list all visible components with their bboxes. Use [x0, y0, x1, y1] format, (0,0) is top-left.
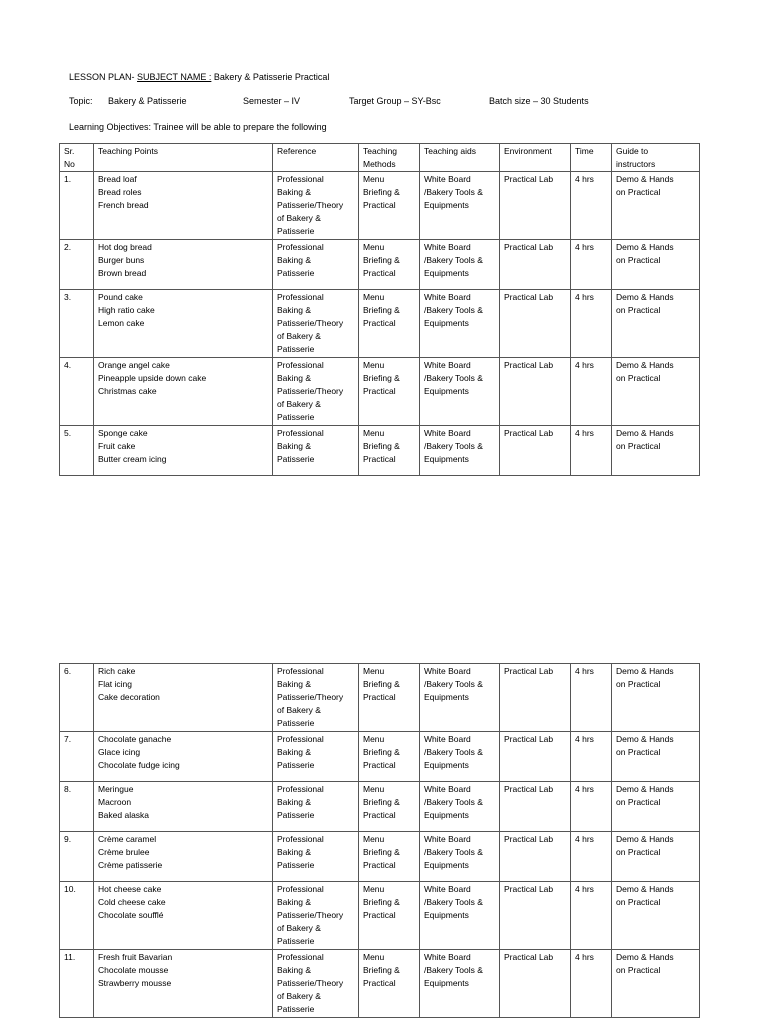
teaching-point-line: Crème caramel: [98, 834, 157, 844]
guide-line: Demo & Hands: [616, 292, 674, 302]
aid-line: /Bakery Tools &: [424, 255, 483, 265]
environment-cell: Practical Lab: [500, 832, 571, 882]
guide-line: on Practical: [616, 679, 661, 689]
method-line: Briefing &: [363, 847, 400, 857]
target-group: Target Group – SY-Bsc: [349, 96, 441, 106]
aid-line: /Bakery Tools &: [424, 679, 483, 689]
teaching-aids-cell: [420, 240, 500, 290]
header-sr-no: [60, 144, 94, 172]
environment-cell: Practical Lab: [500, 240, 571, 290]
teaching-methods-cell: [359, 950, 420, 1018]
guide-line: on Practical: [616, 747, 661, 757]
reference-line: Patisserie: [277, 1004, 315, 1014]
aid-line: Equipments: [424, 978, 469, 988]
method-line: Menu: [363, 242, 385, 252]
aid-line: White Board: [424, 884, 471, 894]
guide-line: Demo & Hands: [616, 884, 674, 894]
reference-line: Baking &: [277, 747, 312, 757]
reference-line: of Bakery &: [277, 213, 321, 223]
method-line: Practical: [363, 200, 396, 210]
guide-line: Demo & Hands: [616, 174, 674, 184]
guide-line: on Practical: [616, 797, 661, 807]
method-line: Briefing &: [363, 747, 400, 757]
table-row: [60, 426, 700, 476]
teaching-point-line: Hot cheese cake: [98, 884, 162, 894]
semester: Semester – IV: [243, 96, 301, 106]
header-line: Time: [575, 146, 594, 156]
reference-line: Patisserie: [277, 860, 315, 870]
reference-line: Patisserie: [277, 810, 315, 820]
sr-no-cell: 7.: [60, 732, 94, 782]
sr-no-cell: 4.: [60, 358, 94, 426]
teaching-point-line: Hot dog bread: [98, 242, 152, 252]
table-row: [60, 358, 700, 426]
table-row: [60, 882, 700, 950]
teaching-point-line: Burger buns: [98, 255, 145, 265]
reference-line: Patisserie: [277, 760, 315, 770]
aid-line: /Bakery Tools &: [424, 847, 483, 857]
teaching-points-cell: [94, 832, 273, 882]
method-line: Practical: [363, 760, 396, 770]
time-cell: 4 hrs: [571, 782, 612, 832]
aid-line: /Bakery Tools &: [424, 965, 483, 975]
teaching-point-line: Macroon: [98, 797, 132, 807]
learning-objectives: Learning Objectives: Trainee will be able to prepare the following: [69, 122, 327, 132]
reference-cell: [273, 782, 359, 832]
teaching-point-line: Pineapple upside down cake: [98, 373, 207, 383]
teaching-methods-cell: [359, 882, 420, 950]
teaching-point-line: Chocolate ganache: [98, 734, 172, 744]
header-line: Reference: [277, 146, 317, 156]
header-line: Environment: [504, 146, 552, 156]
aid-line: Equipments: [424, 268, 469, 278]
reference-line: Patisserie/Theory: [277, 200, 344, 210]
reference-line: Baking &: [277, 373, 312, 383]
teaching-points-cell: [94, 240, 273, 290]
lesson-table-page2: [59, 663, 700, 1018]
guide-cell: [612, 782, 700, 832]
teaching-points-cell: [94, 426, 273, 476]
guide-line: Demo & Hands: [616, 428, 674, 438]
guide-cell: [612, 358, 700, 426]
method-line: Practical: [363, 910, 396, 920]
reference-line: Patisserie/Theory: [277, 910, 344, 920]
aid-line: White Board: [424, 174, 471, 184]
guide-cell: [612, 882, 700, 950]
subject-value: Bakery & Patisserie Practical: [211, 72, 330, 82]
sr-no-cell: 3.: [60, 290, 94, 358]
aid-line: /Bakery Tools &: [424, 797, 483, 807]
time-cell: 4 hrs: [571, 882, 612, 950]
method-line: Menu: [363, 292, 385, 302]
reference-line: Professional: [277, 666, 324, 676]
header-guide: [612, 144, 700, 172]
topic-line: [69, 96, 689, 108]
reference-line: Patisserie: [277, 454, 315, 464]
aid-line: White Board: [424, 952, 471, 962]
teaching-point-line: Butter cream icing: [98, 454, 167, 464]
reference-line: Professional: [277, 360, 324, 370]
time-cell: 4 hrs: [571, 664, 612, 732]
aid-line: /Bakery Tools &: [424, 305, 483, 315]
header-line: No: [64, 158, 75, 169]
reference-line: Patisserie: [277, 344, 315, 354]
reference-cell: [273, 358, 359, 426]
teaching-aids-cell: [420, 882, 500, 950]
guide-line: on Practical: [616, 441, 661, 451]
guide-cell: [612, 290, 700, 358]
teaching-methods-cell: [359, 426, 420, 476]
method-line: Menu: [363, 174, 385, 184]
teaching-aids-cell: [420, 358, 500, 426]
teaching-point-line: Lemon cake: [98, 318, 145, 328]
environment-cell: Practical Lab: [500, 358, 571, 426]
teaching-point-line: Strawberry mousse: [98, 978, 172, 988]
time-cell: 4 hrs: [571, 240, 612, 290]
reference-cell: [273, 882, 359, 950]
guide-cell: [612, 664, 700, 732]
sr-no-cell: 9.: [60, 832, 94, 882]
lesson-plan-title: [69, 72, 329, 82]
aid-line: Equipments: [424, 860, 469, 870]
method-line: Briefing &: [363, 965, 400, 975]
method-line: Briefing &: [363, 441, 400, 451]
sr-no-cell: 1.: [60, 172, 94, 240]
teaching-point-line: Chocolate soufflé: [98, 910, 164, 920]
sr-no-cell: 8.: [60, 782, 94, 832]
method-line: Menu: [363, 952, 385, 962]
reference-cell: [273, 290, 359, 358]
sr-no-cell: 10.: [60, 882, 94, 950]
header-line: Guide to: [616, 146, 649, 156]
reference-line: of Bakery &: [277, 923, 321, 933]
time-cell: 4 hrs: [571, 732, 612, 782]
table-row: [60, 732, 700, 782]
method-line: Menu: [363, 834, 385, 844]
aid-line: White Board: [424, 242, 471, 252]
title-prefix: LESSON PLAN-: [69, 72, 138, 82]
method-line: Briefing &: [363, 187, 400, 197]
reference-line: Baking &: [277, 847, 312, 857]
environment-cell: Practical Lab: [500, 950, 571, 1018]
reference-line: of Bakery &: [277, 705, 321, 715]
teaching-point-line: Brown bread: [98, 268, 147, 278]
aid-line: White Board: [424, 834, 471, 844]
teaching-point-line: Fruit cake: [98, 441, 136, 451]
guide-line: Demo & Hands: [616, 834, 674, 844]
sr-no-cell: 5.: [60, 426, 94, 476]
teaching-points-cell: [94, 882, 273, 950]
guide-line: Demo & Hands: [616, 734, 674, 744]
teaching-methods-cell: [359, 664, 420, 732]
aid-line: White Board: [424, 292, 471, 302]
teaching-methods-cell: [359, 832, 420, 882]
teaching-methods-cell: [359, 732, 420, 782]
guide-cell: [612, 172, 700, 240]
sr-no-cell: 6.: [60, 664, 94, 732]
aid-line: Equipments: [424, 386, 469, 396]
method-line: Practical: [363, 860, 396, 870]
teaching-point-line: Glace icing: [98, 747, 141, 757]
method-line: Menu: [363, 666, 385, 676]
header-line: Methods: [363, 158, 396, 169]
method-line: Menu: [363, 360, 385, 370]
teaching-methods-cell: [359, 172, 420, 240]
aid-line: White Board: [424, 784, 471, 794]
guide-line: on Practical: [616, 373, 661, 383]
teaching-aids-cell: [420, 732, 500, 782]
reference-line: of Bakery &: [277, 331, 321, 341]
reference-cell: [273, 172, 359, 240]
aid-line: /Bakery Tools &: [424, 897, 483, 907]
method-line: Briefing &: [363, 255, 400, 265]
aid-line: Equipments: [424, 200, 469, 210]
header-reference: [273, 144, 359, 172]
table-row: [60, 290, 700, 358]
guide-line: on Practical: [616, 897, 661, 907]
method-line: Briefing &: [363, 305, 400, 315]
guide-line: Demo & Hands: [616, 952, 674, 962]
topic-value: Bakery & Patisserie: [108, 96, 187, 106]
teaching-aids-cell: [420, 290, 500, 358]
teaching-points-cell: [94, 732, 273, 782]
teaching-point-line: Chocolate mousse: [98, 965, 169, 975]
header-line: Sr.: [64, 146, 75, 156]
reference-line: Professional: [277, 292, 324, 302]
reference-line: Professional: [277, 242, 324, 252]
batch-size: Batch size – 30 Students: [489, 96, 589, 106]
teaching-points-cell: [94, 950, 273, 1018]
table-row: [60, 832, 700, 882]
table-row: [60, 664, 700, 732]
method-line: Practical: [363, 810, 396, 820]
method-line: Practical: [363, 978, 396, 988]
reference-line: of Bakery &: [277, 991, 321, 1001]
environment-cell: Practical Lab: [500, 782, 571, 832]
environment-cell: Practical Lab: [500, 732, 571, 782]
table-row: [60, 782, 700, 832]
guide-line: on Practical: [616, 847, 661, 857]
teaching-point-line: French bread: [98, 200, 149, 210]
reference-line: Professional: [277, 834, 324, 844]
reference-cell: [273, 240, 359, 290]
reference-line: Patisserie: [277, 226, 315, 236]
environment-cell: Practical Lab: [500, 882, 571, 950]
guide-cell: [612, 732, 700, 782]
reference-cell: [273, 832, 359, 882]
guide-line: Demo & Hands: [616, 242, 674, 252]
aid-line: White Board: [424, 734, 471, 744]
guide-line: on Practical: [616, 255, 661, 265]
table-row: [60, 172, 700, 240]
teaching-points-cell: [94, 172, 273, 240]
reference-line: Patisserie: [277, 718, 315, 728]
method-line: Briefing &: [363, 797, 400, 807]
teaching-aids-cell: [420, 950, 500, 1018]
teaching-methods-cell: [359, 358, 420, 426]
header-line: instructors: [616, 158, 656, 169]
method-line: Practical: [363, 454, 396, 464]
reference-line: Patisserie/Theory: [277, 692, 344, 702]
guide-line: on Practical: [616, 187, 661, 197]
guide-line: on Practical: [616, 965, 661, 975]
aid-line: /Bakery Tools &: [424, 373, 483, 383]
teaching-aids-cell: [420, 832, 500, 882]
teaching-point-line: Orange angel cake: [98, 360, 170, 370]
reference-line: Professional: [277, 884, 324, 894]
reference-line: Patisserie: [277, 936, 315, 946]
reference-line: Baking &: [277, 255, 312, 265]
method-line: Briefing &: [363, 373, 400, 383]
reference-line: Patisserie: [277, 268, 315, 278]
reference-line: Professional: [277, 428, 324, 438]
guide-line: on Practical: [616, 305, 661, 315]
method-line: Practical: [363, 318, 396, 328]
aid-line: Equipments: [424, 454, 469, 464]
teaching-aids-cell: [420, 172, 500, 240]
teaching-points-cell: [94, 782, 273, 832]
table-header-row: [60, 144, 700, 172]
header-line: Teaching: [363, 146, 398, 156]
reference-line: Patisserie: [277, 412, 315, 422]
header-time: [571, 144, 612, 172]
teaching-point-line: Sponge cake: [98, 428, 148, 438]
sr-no-cell: 2.: [60, 240, 94, 290]
aid-line: Equipments: [424, 692, 469, 702]
environment-cell: Practical Lab: [500, 664, 571, 732]
teaching-point-line: Bread loaf: [98, 174, 137, 184]
topic-label: Topic:: [69, 96, 93, 106]
aid-line: White Board: [424, 666, 471, 676]
table-row: [60, 240, 700, 290]
aid-line: White Board: [424, 360, 471, 370]
table-row: [60, 950, 700, 1018]
aid-line: Equipments: [424, 910, 469, 920]
environment-cell: Practical Lab: [500, 172, 571, 240]
reference-cell: [273, 426, 359, 476]
time-cell: 4 hrs: [571, 290, 612, 358]
teaching-point-line: Cold cheese cake: [98, 897, 166, 907]
reference-cell: [273, 732, 359, 782]
header-line: Teaching aids: [424, 146, 476, 156]
reference-line: Baking &: [277, 897, 312, 907]
guide-cell: [612, 426, 700, 476]
time-cell: 4 hrs: [571, 950, 612, 1018]
reference-line: Baking &: [277, 965, 312, 975]
method-line: Menu: [363, 734, 385, 744]
teaching-point-line: Pound cake: [98, 292, 143, 302]
reference-line: Baking &: [277, 305, 312, 315]
reference-line: of Bakery &: [277, 399, 321, 409]
aid-line: /Bakery Tools &: [424, 187, 483, 197]
time-cell: 4 hrs: [571, 358, 612, 426]
teaching-aids-cell: [420, 426, 500, 476]
method-line: Practical: [363, 692, 396, 702]
teaching-point-line: Crème brulee: [98, 847, 150, 857]
header-environment: [500, 144, 571, 172]
reference-cell: [273, 664, 359, 732]
lesson-table-page1: [59, 143, 700, 476]
teaching-point-line: Crème patisserie: [98, 860, 163, 870]
aid-line: Equipments: [424, 318, 469, 328]
reference-line: Professional: [277, 952, 324, 962]
method-line: Practical: [363, 386, 396, 396]
method-line: Practical: [363, 268, 396, 278]
teaching-point-line: Chocolate fudge icing: [98, 760, 180, 770]
reference-line: Professional: [277, 174, 324, 184]
reference-line: Baking &: [277, 441, 312, 451]
reference-line: Baking &: [277, 187, 312, 197]
sr-no-cell: 11.: [60, 950, 94, 1018]
aid-line: Equipments: [424, 760, 469, 770]
guide-cell: [612, 950, 700, 1018]
teaching-points-cell: [94, 290, 273, 358]
header-teaching-aids: [420, 144, 500, 172]
teaching-point-line: Fresh fruit Bavarian: [98, 952, 173, 962]
reference-cell: [273, 950, 359, 1018]
teaching-point-line: Flat icing: [98, 679, 133, 689]
method-line: Briefing &: [363, 897, 400, 907]
teaching-methods-cell: [359, 240, 420, 290]
guide-line: Demo & Hands: [616, 784, 674, 794]
subject-label: SUBJECT NAME :: [137, 72, 212, 82]
header-teaching-methods: [359, 144, 420, 172]
teaching-point-line: High ratio cake: [98, 305, 155, 315]
reference-line: Professional: [277, 734, 324, 744]
reference-line: Professional: [277, 784, 324, 794]
environment-cell: Practical Lab: [500, 426, 571, 476]
teaching-aids-cell: [420, 782, 500, 832]
teaching-point-line: Bread roles: [98, 187, 142, 197]
time-cell: 4 hrs: [571, 426, 612, 476]
guide-line: Demo & Hands: [616, 666, 674, 676]
teaching-points-cell: [94, 664, 273, 732]
teaching-points-cell: [94, 358, 273, 426]
method-line: Menu: [363, 428, 385, 438]
method-line: Menu: [363, 884, 385, 894]
teaching-aids-cell: [420, 664, 500, 732]
reference-line: Patisserie/Theory: [277, 318, 344, 328]
aid-line: /Bakery Tools &: [424, 441, 483, 451]
guide-line: Demo & Hands: [616, 360, 674, 370]
reference-line: Baking &: [277, 797, 312, 807]
time-cell: 4 hrs: [571, 172, 612, 240]
aid-line: White Board: [424, 428, 471, 438]
teaching-point-line: Rich cake: [98, 666, 136, 676]
reference-line: Patisserie/Theory: [277, 978, 344, 988]
teaching-methods-cell: [359, 290, 420, 358]
aid-line: Equipments: [424, 810, 469, 820]
environment-cell: Practical Lab: [500, 290, 571, 358]
method-line: Menu: [363, 784, 385, 794]
aid-line: /Bakery Tools &: [424, 747, 483, 757]
guide-cell: [612, 832, 700, 882]
teaching-point-line: Meringue: [98, 784, 134, 794]
reference-line: Patisserie/Theory: [277, 386, 344, 396]
teaching-methods-cell: [359, 782, 420, 832]
method-line: Briefing &: [363, 679, 400, 689]
reference-line: Baking &: [277, 679, 312, 689]
teaching-point-line: Cake decoration: [98, 692, 160, 702]
header-line: Teaching Points: [98, 146, 159, 156]
time-cell: 4 hrs: [571, 832, 612, 882]
teaching-point-line: Baked alaska: [98, 810, 150, 820]
header-teaching-points: [94, 144, 273, 172]
guide-cell: [612, 240, 700, 290]
teaching-point-line: Christmas cake: [98, 386, 157, 396]
